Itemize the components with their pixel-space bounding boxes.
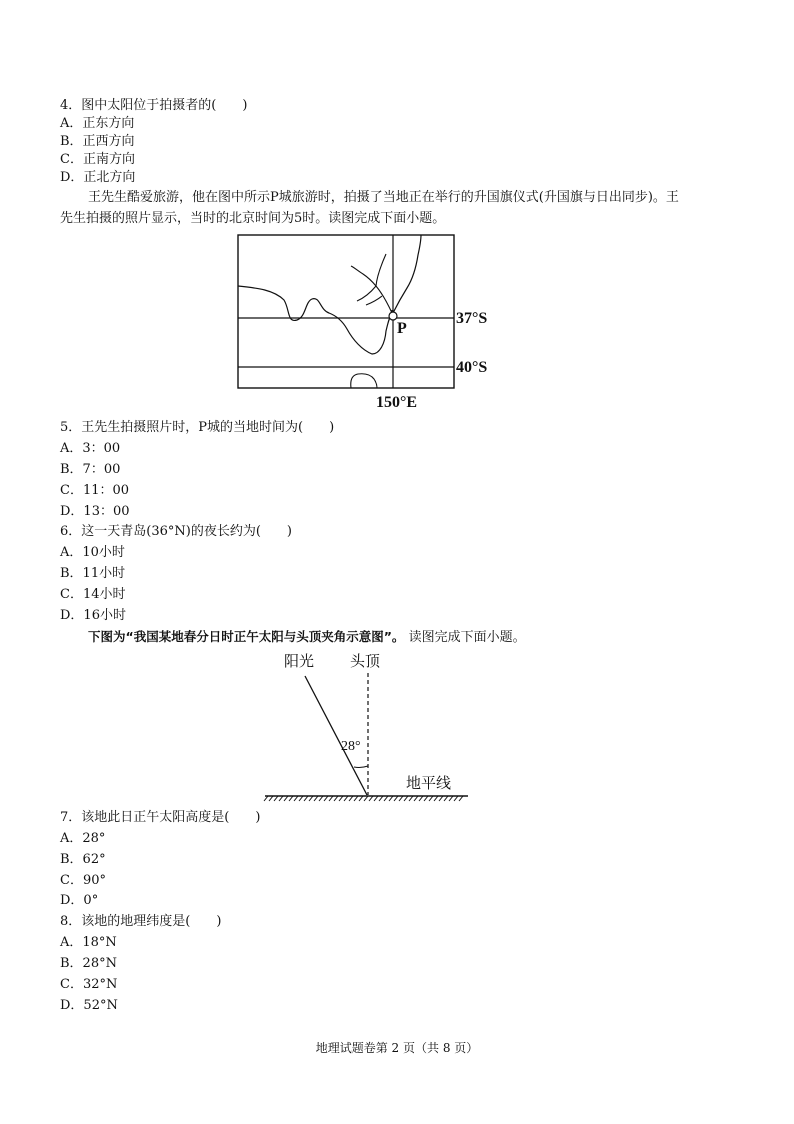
- q8-option-c: C．32°N: [60, 977, 118, 992]
- q5-option-b: B．7：00: [60, 462, 121, 477]
- q7-option-b: B．62°: [60, 852, 106, 867]
- map-figure: [230, 232, 500, 412]
- q6-option-c: C．14小时: [60, 587, 126, 602]
- intro-paragraph-2: [88, 629, 526, 646]
- q4-stem: 4．图中太阳位于拍摄者的( ): [60, 98, 248, 113]
- intro-paragraph-2-bold: 下图为“我国某地春分日时正午太阳与头顶夹角示意图”。: [88, 629, 405, 644]
- q6-option-a: A．10小时: [60, 545, 125, 560]
- angle-label: 28°: [341, 739, 361, 754]
- page-footer: 地理试题卷第 2 页（共 8 页）: [315, 1041, 479, 1055]
- q5-option-d: D．13：00: [60, 504, 130, 519]
- q7-option-d: D．0°: [60, 893, 99, 908]
- latitude-label-37s: 37°S: [456, 310, 488, 327]
- river-main: [351, 266, 392, 313]
- intro-paragraph-2-rest: 读图完成下面小题。: [408, 630, 526, 645]
- intro-paragraph-1-text: 王先生酷爱旅游，他在图中所示P城旅游时，拍摄了当地正在举行的升国旗仪式(升国旗与日出同步)。王先生拍摄的照片显示，当时的北京时间为5时。读图完成下面小题。: [60, 190, 679, 226]
- city-p-label: P: [397, 320, 407, 337]
- map-frame: [238, 235, 454, 388]
- sun-angle-diagram: [260, 648, 475, 808]
- q7-stem: 7．该地此日正午太阳高度是( ): [60, 810, 261, 825]
- q5-option-c: C．11：00: [60, 483, 130, 498]
- sunlight-label: 阳光: [284, 652, 315, 670]
- q4-option-b: B．正西方向: [60, 134, 135, 149]
- intro-paragraph-1: [60, 187, 680, 229]
- latitude-label-40s: 40°S: [456, 359, 488, 376]
- q5-option-a: A．3：00: [60, 441, 121, 456]
- horizon-label: 地平线: [406, 774, 452, 792]
- q7-option-a: A．28°: [60, 831, 106, 846]
- q4-option-c: C．正南方向: [60, 152, 135, 167]
- river-branch-2: [357, 286, 376, 301]
- city-p-marker: [389, 312, 397, 320]
- q7-option-c: C．90°: [60, 873, 106, 888]
- small-island: [351, 374, 377, 388]
- q4-option-a: A．正东方向: [60, 116, 135, 131]
- q5-stem: 5．王先生拍摄照片时，P城的当地时间为( ): [60, 420, 335, 435]
- angle-arc: [354, 766, 368, 767]
- q6-option-d: D．16小时: [60, 608, 126, 623]
- river-branch-3: [366, 296, 382, 305]
- coastline: [238, 286, 392, 354]
- q8-stem: 8．该地的地理纬度是( ): [60, 914, 222, 929]
- q8-option-d: D．52°N: [60, 998, 118, 1013]
- longitude-label-150e: 150°E: [376, 394, 418, 411]
- q6-option-b: B．11小时: [60, 566, 126, 581]
- coastline-east: [393, 235, 421, 313]
- river-branch-1: [376, 254, 386, 286]
- zenith-label: 头顶: [350, 652, 381, 670]
- q8-option-a: A．18°N: [60, 935, 117, 950]
- q8-option-b: B．28°N: [60, 956, 117, 971]
- sunlight-ray: [305, 676, 367, 795]
- q6-stem: 6．这一天青岛(36°N)的夜长约为( ): [60, 524, 292, 539]
- q4-option-d: D．正北方向: [60, 170, 136, 185]
